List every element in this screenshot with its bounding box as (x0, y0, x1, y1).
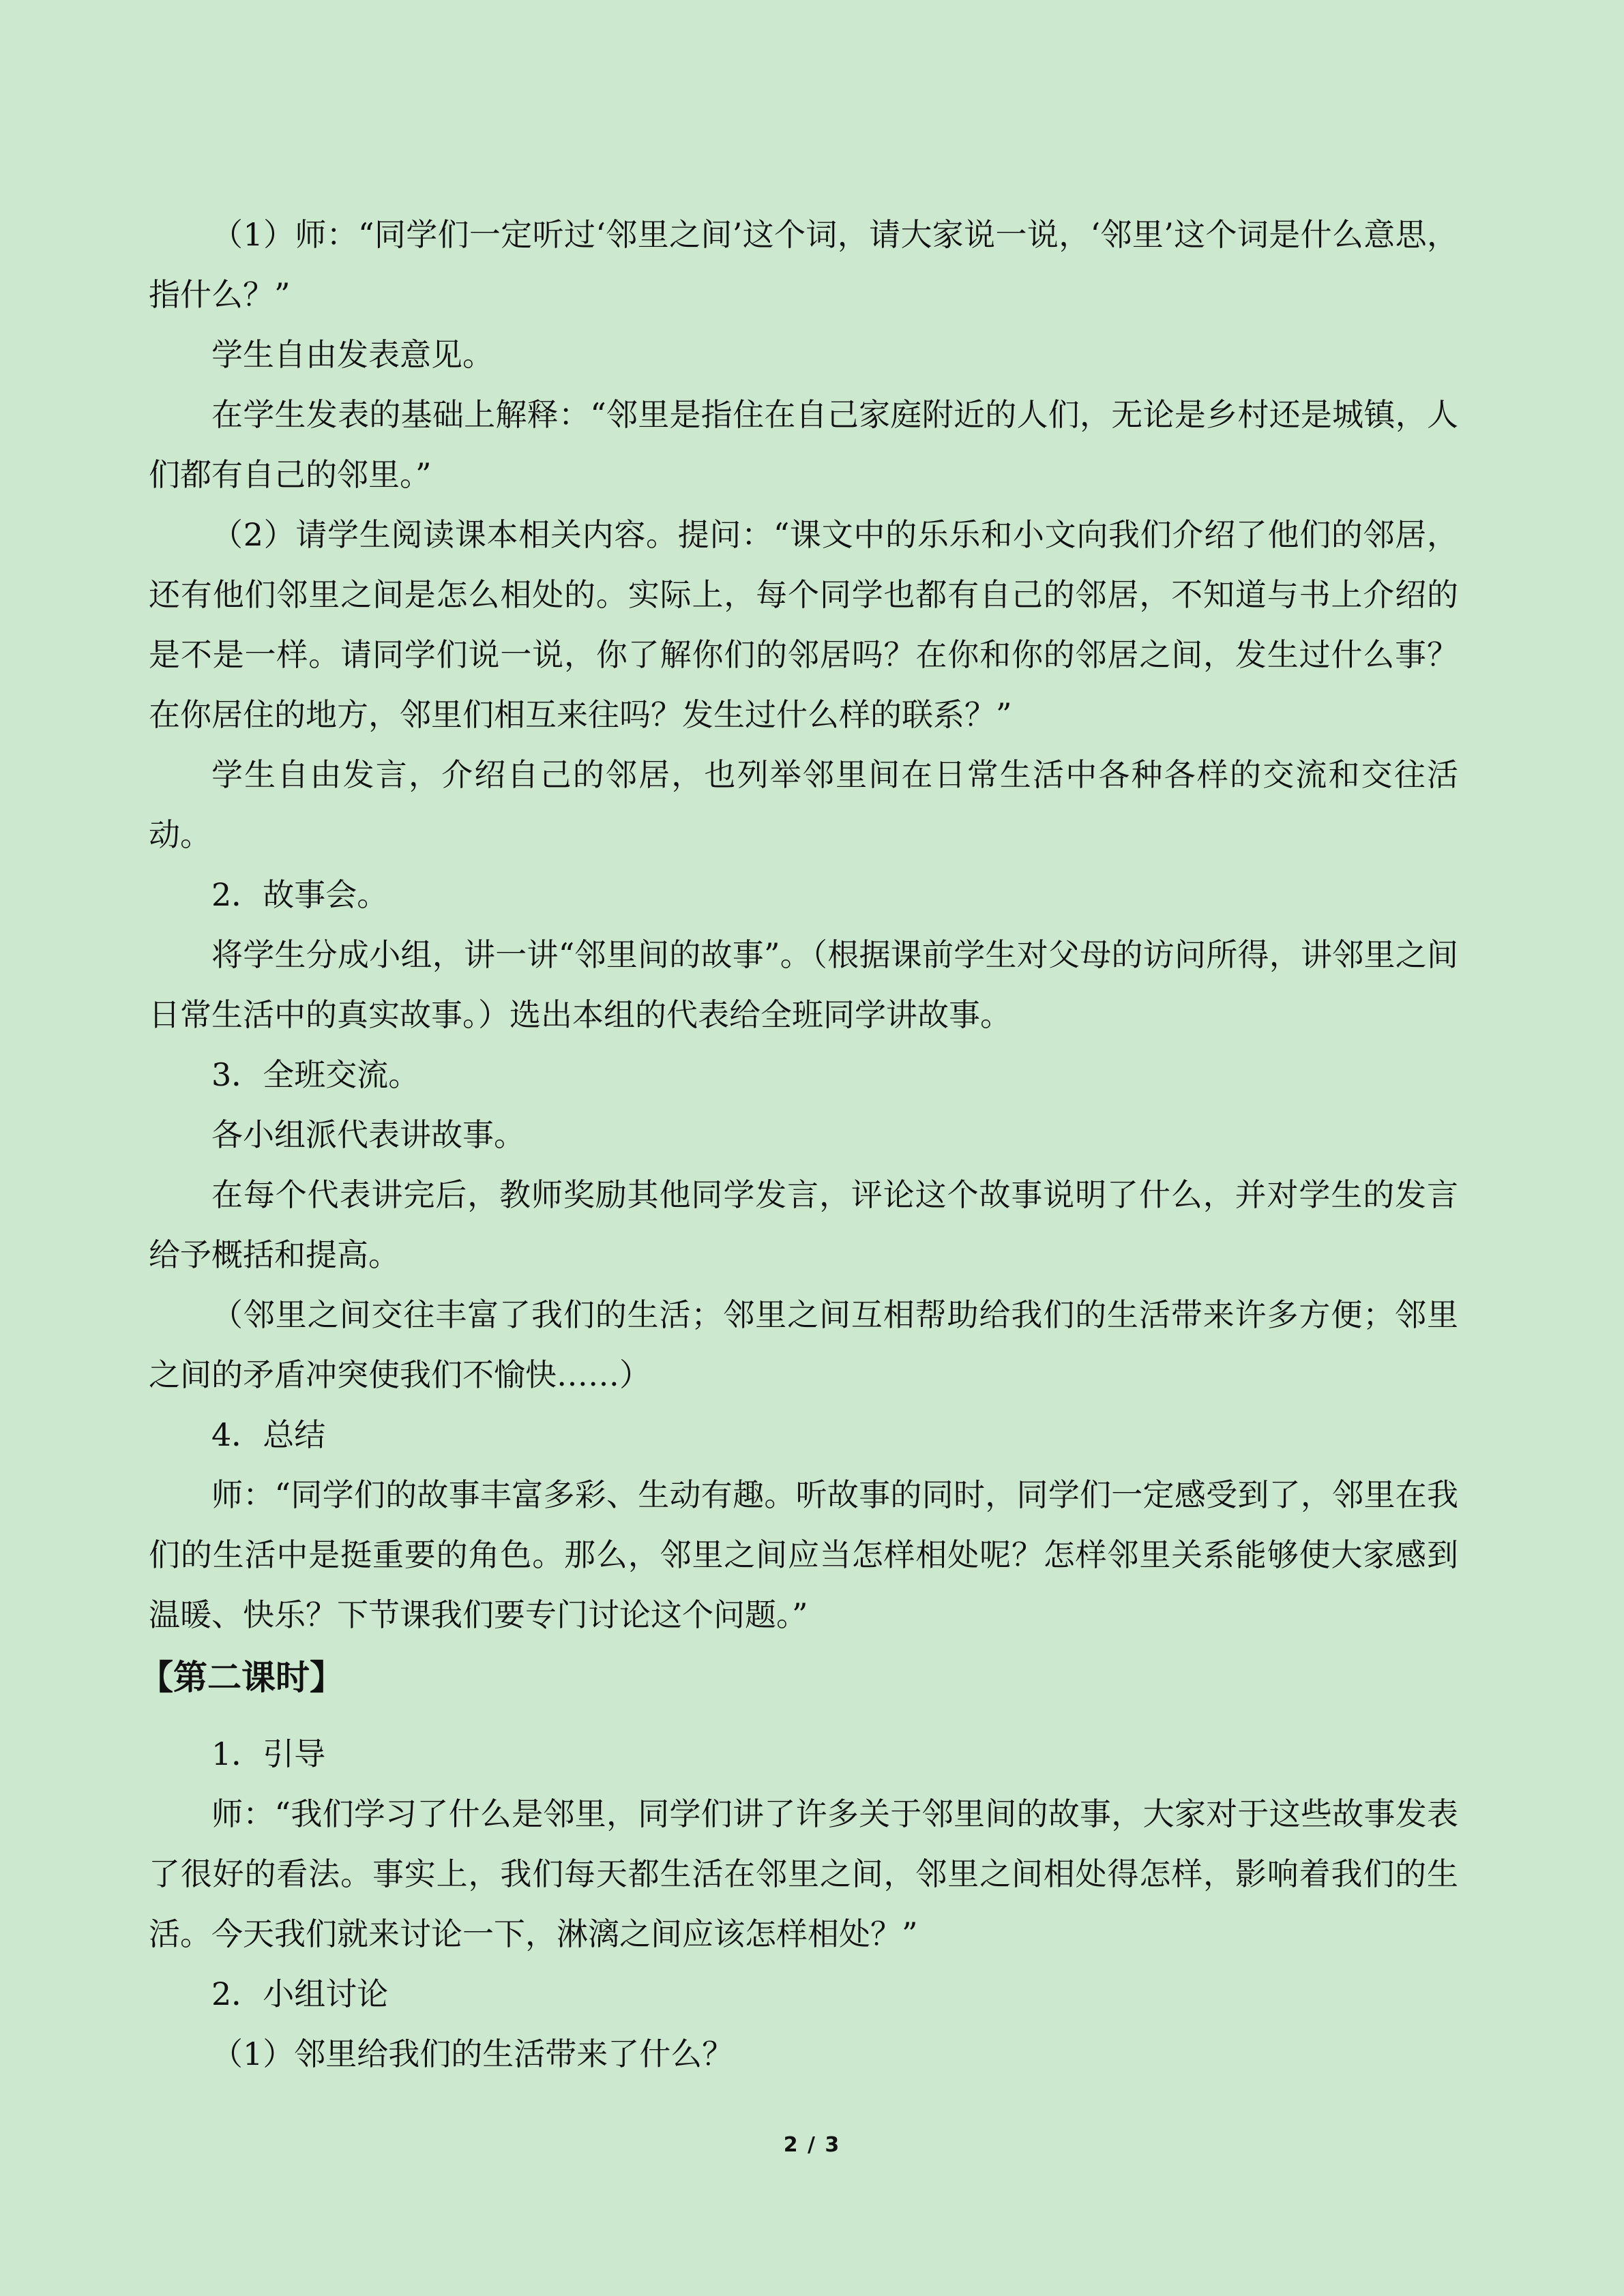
paragraph: 师：“同学们的故事丰富多彩、生动有趣。听故事的同时，同学们一定感受到了，邻里在我们的生活中是挺重要的角色。那么，邻里之间应当怎样相处呢？怎样邻里关系能够使大家感到温暖、快乐？下节课我们要专门讨论这个问题。” (149, 1476, 1458, 1633)
document-body (139, 205, 1458, 2084)
paragraph: 将学生分成小组，讲一讲“邻里间的故事”。（根据课前学生对父母的访问所得，讲邻里之间日常生活中的真实故事。）选出本组的代表给全班同学讲故事。 (149, 936, 1458, 1033)
list-item-heading: 4．总结 (211, 1416, 326, 1453)
paragraph: 在每个代表讲完后，教师奖励其他同学发言，评论这个故事说明了什么，并对学生的发言给予概括和提高。 (149, 1176, 1458, 1273)
list-item-heading: 2．小组讨论 (211, 1976, 389, 2012)
list-item-heading: 1．引导 (211, 1735, 326, 1772)
paragraph: 在学生发表的基础上解释：“邻里是指住在自己家庭附近的人们，无论是乡村还是城镇，人们都有自己的邻里。” (149, 396, 1458, 493)
paragraph: 各小组派代表讲故事。 (211, 1116, 525, 1153)
paragraph: （邻里之间交往丰富了我们的生活；邻里之间互相帮助给我们的生活带来许多方便；邻里之间的矛盾冲突使我们不愉快……） (149, 1296, 1458, 1393)
paragraph: 学生自由发言，介绍自己的邻居，也列举邻里间在日常生活中各种各样的交流和交往活动。 (149, 756, 1458, 853)
page-indicator: 2 / 3 (783, 2133, 841, 2157)
list-item-heading: 3．全班交流。 (211, 1056, 420, 1093)
paragraph: 学生自由发表意见。 (211, 336, 494, 373)
paragraph: （2）请学生阅读课本相关内容。提问：“课文中的乐乐和小文向我们介绍了他们的邻居，还有他们邻里之间是怎么相处的。实际上，每个同学也都有自己的邻居，不知道与书上介绍的是不是一样。请同学们说一说，你了解你们的邻居吗？在你和你的邻居之间，发生过什么事？在你居住的地方，邻里们相互来往吗？发生过什么样的联系？” (149, 516, 1458, 733)
paragraph: （1）邻里给我们的生活带来了什么？ (211, 2036, 734, 2072)
section-heading: 【第二课时】 (139, 1658, 344, 1697)
paragraph: 师：“我们学习了什么是邻里，同学们讲了许多关于邻里间的故事，大家对于这些故事发表了很好的看法。事实上，我们每天都生活在邻里之间，邻里之间相处得怎样，影响着我们的生活。今天我们就来讨论一下，淋漓之间应该怎样相处？” (149, 1795, 1458, 1952)
document-page (139, 0, 1458, 2296)
list-item-heading: 2．故事会。 (211, 876, 389, 913)
paragraph: （1）师：“同学们一定听过‘邻里之间’这个词，请大家说一说，‘邻里’这个词是什么意思，指什么？” (149, 216, 1458, 313)
